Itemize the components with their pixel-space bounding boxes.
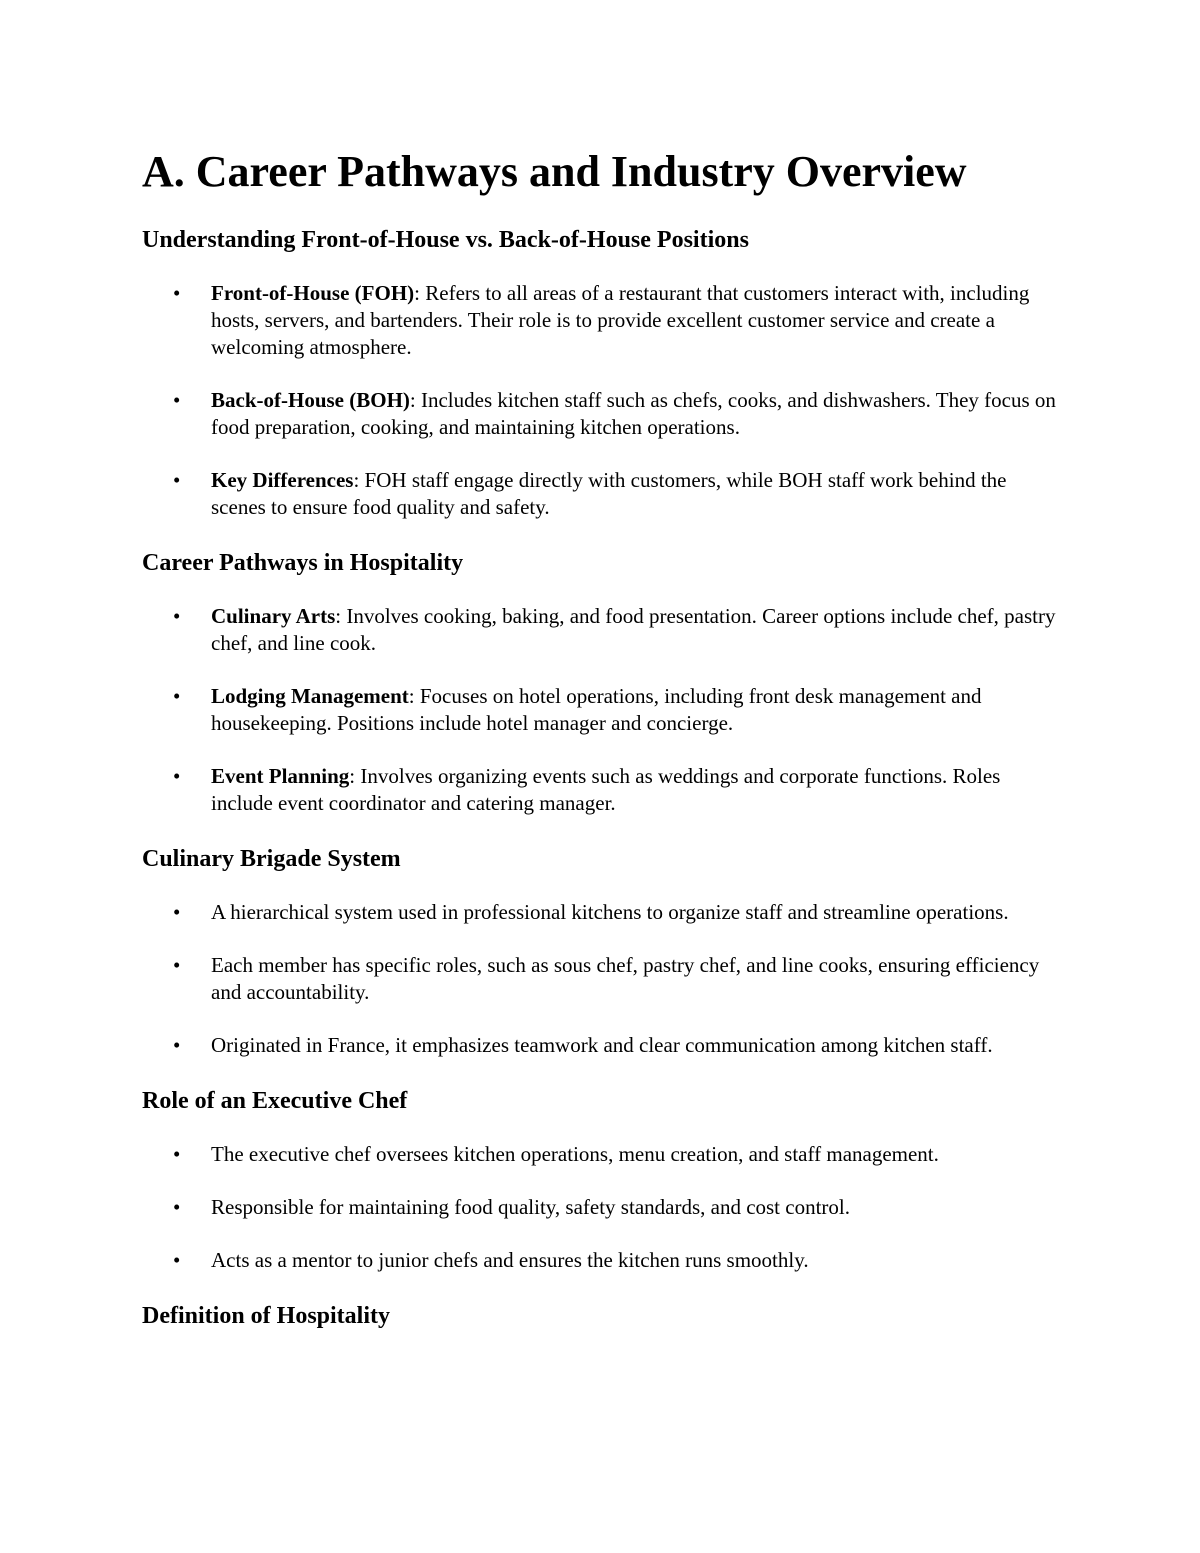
section-foh-boh (142, 224, 1060, 521)
bullet-icon: • (173, 468, 181, 492)
item-text: : FOH staff engage directly with customers, while BOH staff work behind the scenes to ensure food quality and safety. (211, 468, 1007, 519)
item-text: : Refers to all areas of a restaurant that customers interact with, including hosts, servers, and bartenders. Their role is to provide excellent customer service and create a welcoming atmosphere. (211, 281, 1030, 359)
bullet-icon: • (173, 388, 181, 412)
item-text: Acts as a mentor to junior chefs and ensures the kitchen runs smoothly. (211, 1248, 809, 1272)
bullet-icon: • (173, 1142, 181, 1166)
item-text: : Focuses on hotel operations, including front desk management and housekeeping. Positions include hotel manager and concierge. (211, 684, 982, 735)
item-term: Front-of-House (FOH) (211, 281, 415, 305)
list-item (142, 387, 1060, 441)
section-heading: Culinary Brigade System (142, 846, 401, 872)
section-heading: Definition of Hospitality (142, 1303, 391, 1329)
item-term: Back-of-House (BOH) (211, 388, 410, 412)
bullet-icon: • (173, 900, 181, 924)
section-executive-chef (142, 1085, 1060, 1274)
item-text: : Includes kitchen staff such as chefs, cooks, and dishwashers. They focus on food preparation, cooking, and maintaining kitchen operations. (211, 388, 1056, 439)
item-text: Each member has specific roles, such as sous chef, pastry chef, and line cooks, ensuring efficiency and accountability. (211, 953, 1040, 1004)
bullet-list (142, 899, 1060, 1059)
bullet-icon: • (173, 684, 181, 708)
item-term: Key Differences (211, 468, 354, 492)
item-text: Responsible for maintaining food quality, safety standards, and cost control. (211, 1195, 851, 1219)
bullet-icon: • (173, 1248, 181, 1272)
bullet-list (142, 1141, 1060, 1274)
list-item (142, 1032, 1060, 1059)
section-heading: Career Pathways in Hospitality (142, 550, 464, 576)
item-term: Culinary Arts (211, 604, 336, 628)
bullet-list (142, 603, 1060, 817)
item-text: : Involves cooking, baking, and food presentation. Career options include chef, pastry chef, and line cook. (211, 604, 1056, 655)
item-text: The executive chef oversees kitchen operations, menu creation, and staff management. (211, 1142, 939, 1166)
item-term: Event Planning (211, 764, 350, 788)
page-title: A. Career Pathways and Industry Overview (142, 147, 967, 196)
item-term: Lodging Management (211, 684, 409, 708)
item-text: Originated in France, it emphasizes teamwork and clear communication among kitchen staff. (211, 1033, 993, 1057)
list-item (142, 1141, 1060, 1168)
section-career-pathways (142, 547, 1060, 817)
section-brigade-system (142, 843, 1060, 1059)
bullet-icon: • (173, 1195, 181, 1219)
list-item (142, 603, 1060, 657)
list-item (142, 280, 1060, 361)
section-heading: Role of an Executive Chef (142, 1088, 408, 1114)
item-text: A hierarchical system used in professional kitchens to organize staff and streamline operations. (211, 900, 1009, 924)
bullet-icon: • (173, 953, 181, 977)
list-item (142, 1194, 1060, 1221)
list-item (142, 952, 1060, 1006)
bullet-list (142, 280, 1060, 521)
item-text: : Involves organizing events such as weddings and corporate functions. Roles include event coordinator and catering manager. (211, 764, 1001, 815)
bullet-icon: • (173, 764, 181, 788)
list-item (142, 763, 1060, 817)
bullet-icon: • (173, 604, 181, 628)
list-item (142, 683, 1060, 737)
list-item (142, 899, 1060, 926)
list-item (142, 467, 1060, 521)
section-hospitality-definition (142, 1300, 1060, 1332)
section-heading: Understanding Front-of-House vs. Back-of-House Positions (142, 227, 749, 253)
list-item (142, 1247, 1060, 1274)
bullet-icon: • (173, 1033, 181, 1057)
bullet-icon: • (173, 281, 181, 305)
